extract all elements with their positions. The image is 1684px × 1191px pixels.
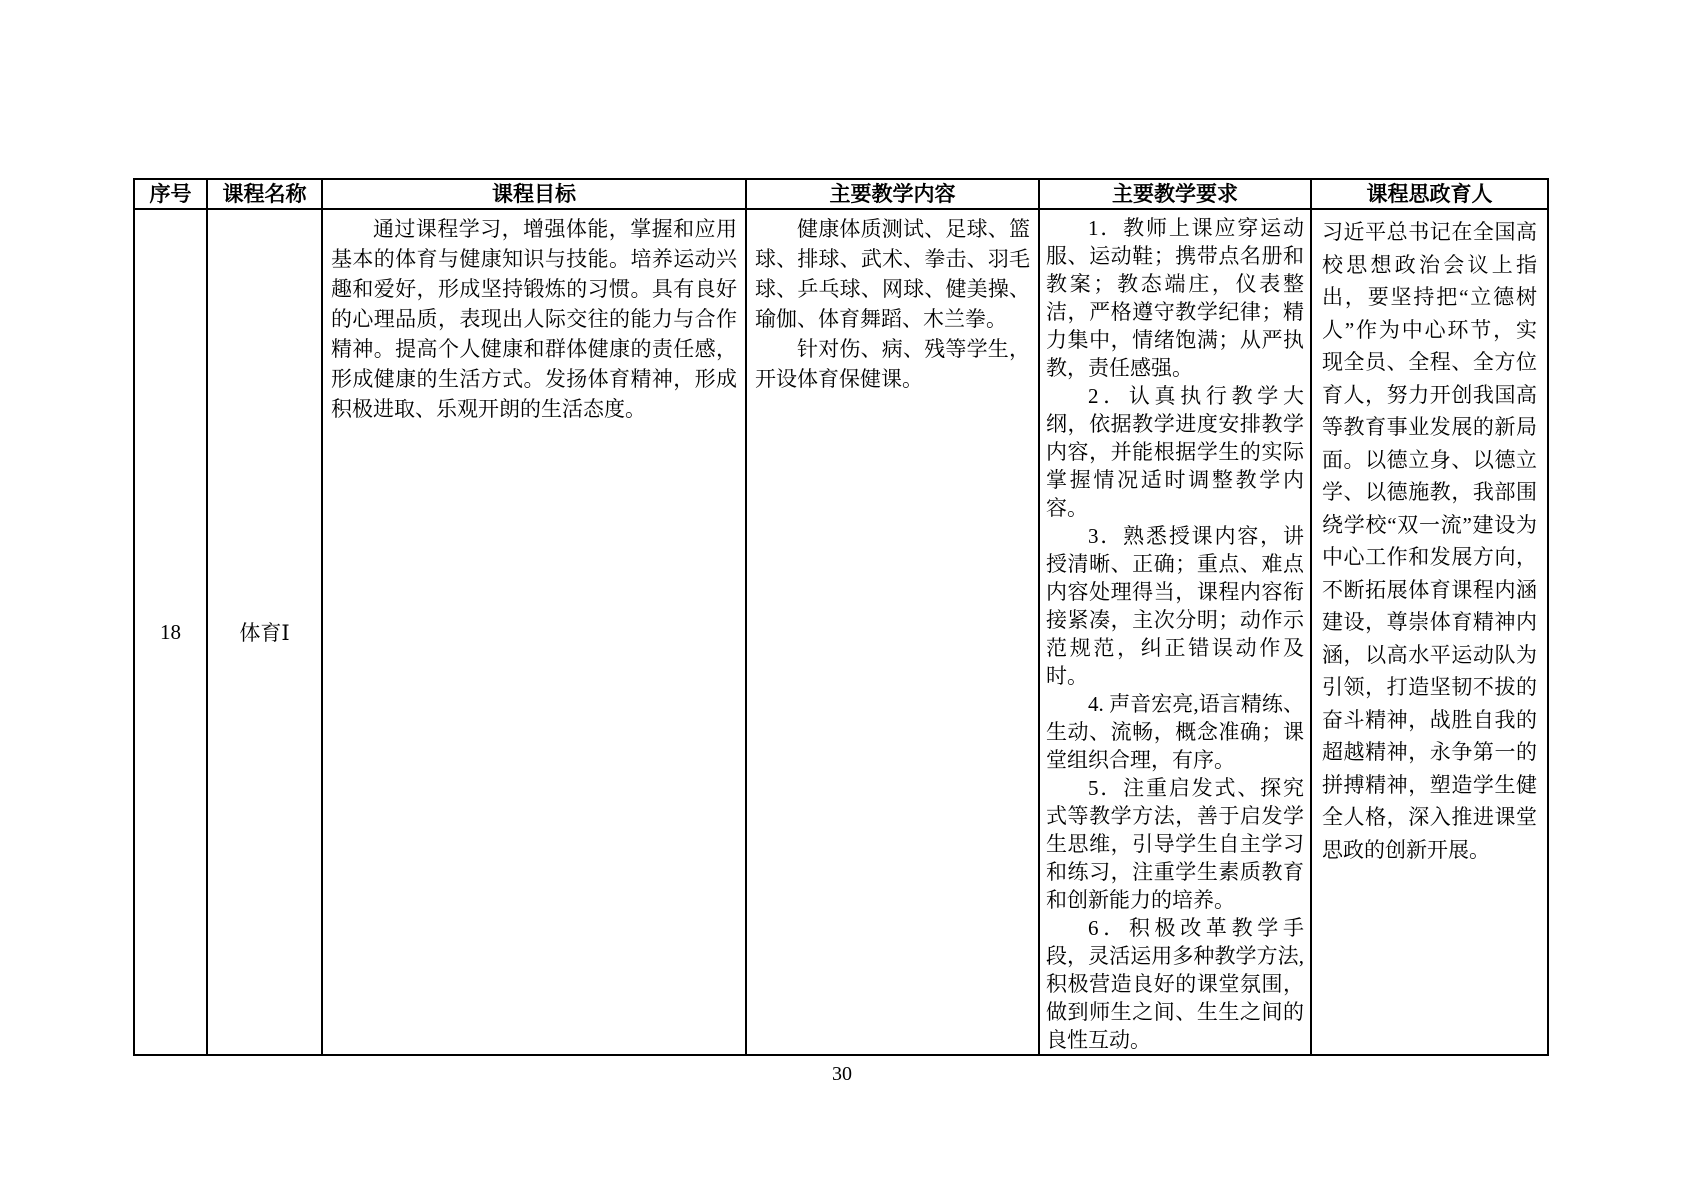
- requirement-paragraph: 2．认真执行教学大纲，依据教学进度安排教学内容，并能根据学生的实际掌握情况适时调整教学内容。: [1046, 384, 1304, 520]
- content-paragraph: 针对伤、病、残等学生，开设体育保健课。: [755, 337, 1030, 391]
- table-row: [134, 209, 1548, 1055]
- requirement-paragraph: 5．注重启发式、探究式等教学方法，善于启发学生思维，引导学生自主学习和练习，注重学生素质教育和创新能力的培养。: [1046, 776, 1304, 912]
- header-teaching-requirements: 主要教学要求: [1039, 179, 1311, 209]
- cell-course-name: 体育Ⅰ: [207, 209, 322, 1055]
- cell-course-objectives: [322, 209, 746, 1055]
- requirement-paragraph: 3．熟悉授课内容，讲授清晰、正确；重点、难点内容处理得当，课程内容衔接紧凑，主次分明；动作示范规范，纠正错误动作及时。: [1046, 524, 1304, 688]
- page-number: 30: [832, 1063, 852, 1085]
- requirement-paragraph: 4. 声音宏亮,语言精练、生动、流畅，概念准确；课堂组织合理，有序。: [1046, 692, 1304, 772]
- course-table: [133, 178, 1549, 1056]
- header-teaching-content: 主要教学内容: [746, 179, 1039, 209]
- header-row: [134, 179, 1548, 209]
- header-serial: 序号: [134, 179, 207, 209]
- objectives-paragraph: 通过课程学习，增强体能，掌握和应用基本的体育与健康知识与技能。培养运动兴趣和爱好，形成坚持锻炼的习惯。具有良好的心理品质，表现出人际交往的能力与合作精神。提高个人健康和群体健康的责任感，形成健康的生活方式。发扬体育精神，形成积极进取、乐观开朗的生活态度。: [331, 217, 737, 421]
- header-course-name: 课程名称: [207, 179, 322, 209]
- header-ideology-education: 课程思政育人: [1311, 179, 1548, 209]
- cell-teaching-requirements: [1039, 209, 1311, 1055]
- cell-serial: 18: [134, 209, 207, 1055]
- cell-ideology-education: [1311, 209, 1548, 1055]
- header-course-objectives: 课程目标: [322, 179, 746, 209]
- requirement-paragraph: 6．积极改革教学手段，灵活运用多种教学方法,积极营造良好的课堂氛围，做到师生之间、生生之间的良性互动。: [1046, 916, 1304, 1052]
- requirement-paragraph: 1．教师上课应穿运动服、运动鞋；携带点名册和教案；教态端庄，仪表整洁，严格遵守教学纪律；精力集中，情绪饱满；从严执教，责任感强。: [1046, 216, 1304, 380]
- cell-teaching-content: [746, 209, 1039, 1055]
- content-paragraph: 健康体质测试、足球、篮球、排球、武术、拳击、羽毛球、乒乓球、网球、健美操、瑜伽、体育舞蹈、木兰拳。: [755, 217, 1030, 331]
- ideology-paragraph: 习近平总书记在全国高校思想政治会议上指出，要坚持把“立德树人”作为中心环节，实现全员、全程、全方位育人，努力开创我国高等教育事业发展的新局面。以德立身、以德立学、以德施教，我部围绕学校“双一流”建设为中心工作和发展方向，不断拓展体育课程内涵建设，尊崇体育精神内涵，以高水平运动队为引领，打造坚韧不拔的奋斗精神，战胜自我的超越精神，永争第一的拼搏精神，塑造学生健全人格，深入推进课堂思政的创新开展。: [1322, 220, 1537, 862]
